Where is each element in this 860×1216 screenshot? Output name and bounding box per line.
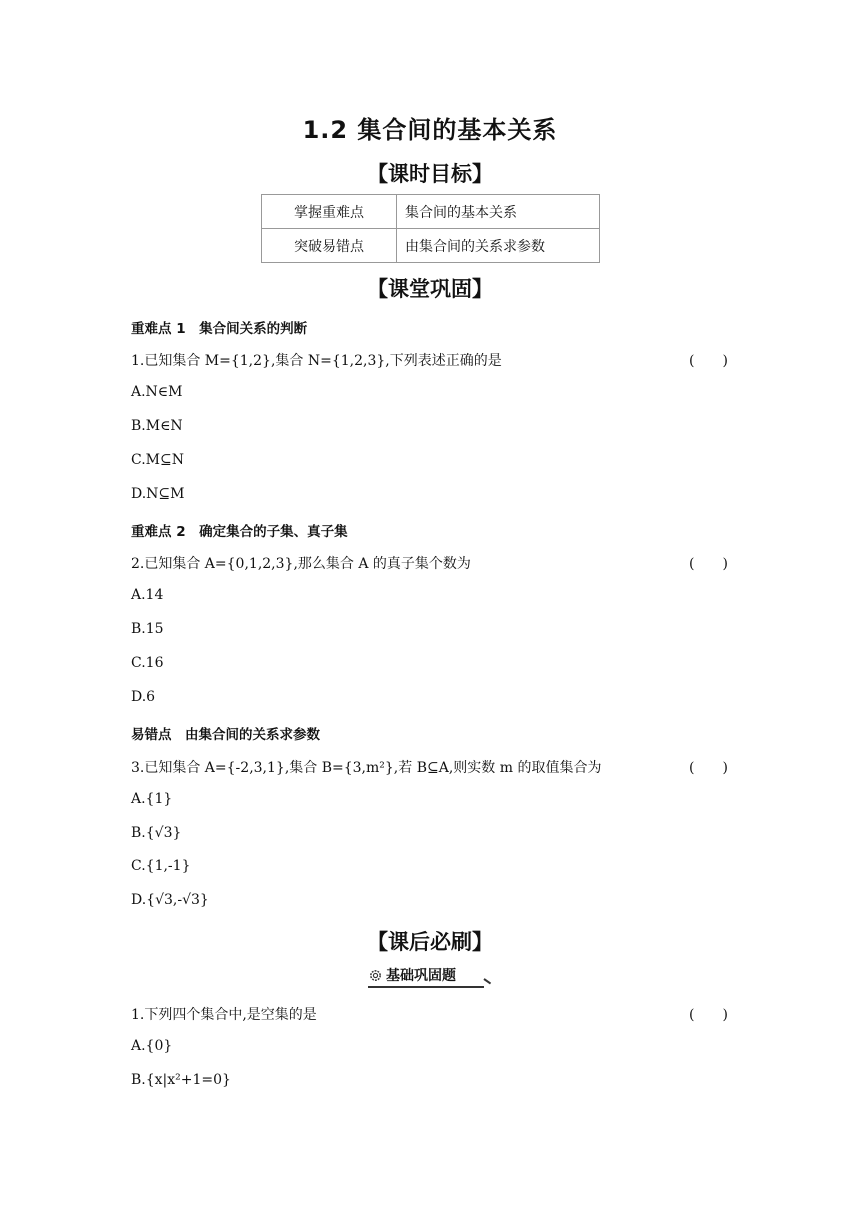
gear-icon bbox=[368, 968, 383, 983]
option-a: A.{0} bbox=[131, 1038, 173, 1054]
badge-tick bbox=[483, 978, 491, 984]
subheading-key-point-2: 重难点 2 确定集合的子集、真子集 bbox=[131, 524, 348, 540]
option-d: D.N⊆M bbox=[131, 486, 185, 502]
table-row bbox=[262, 195, 600, 229]
subheading-error-point: 易错点 由集合间的关系求参数 bbox=[131, 727, 320, 743]
goals-value: 集合间的基本关系 bbox=[397, 195, 600, 229]
answer-blank: ( ) bbox=[689, 760, 728, 776]
section-goals-heading: 【课时目标】 bbox=[367, 162, 493, 186]
answer-blank: ( ) bbox=[689, 1007, 728, 1023]
option-d: D.6 bbox=[131, 689, 156, 705]
table-row bbox=[262, 229, 600, 263]
question-1-stem: 1.已知集合 M={1,2},集合 N={1,2,3},下列表述正确的是 bbox=[131, 353, 502, 369]
goals-value: 由集合间的关系求参数 bbox=[397, 229, 600, 263]
option-b: B.{√3} bbox=[131, 825, 182, 841]
badge-underline bbox=[368, 986, 484, 988]
option-c: C.16 bbox=[131, 655, 164, 671]
section-after-class-heading: 【课后必刷】 bbox=[367, 930, 493, 954]
option-b: B.{x|x²+1=0} bbox=[131, 1072, 231, 1088]
goals-label: 掌握重难点 bbox=[262, 195, 397, 229]
option-d: D.{√3,-√3} bbox=[131, 892, 209, 908]
basic-consolidation-badge bbox=[368, 964, 492, 988]
badge-label: 基础巩固题 bbox=[386, 968, 456, 984]
page-title: 1.2 集合间的基本关系 bbox=[302, 116, 558, 144]
question-2-stem: 2.已知集合 A={0,1,2,3},那么集合 A 的真子集个数为 bbox=[131, 556, 471, 572]
answer-blank: ( ) bbox=[689, 353, 728, 369]
goals-label: 突破易错点 bbox=[262, 229, 397, 263]
option-a: A.{1} bbox=[131, 791, 173, 807]
answer-blank: ( ) bbox=[689, 556, 728, 572]
option-a: A.14 bbox=[131, 587, 164, 603]
option-c: C.M⊆N bbox=[131, 452, 184, 468]
subheading-key-point-1: 重难点 1 集合间关系的判断 bbox=[131, 321, 308, 337]
practice-1-stem: 1.下列四个集合中,是空集的是 bbox=[131, 1007, 317, 1023]
option-a: A.N∈M bbox=[131, 384, 183, 400]
option-c: C.{1,-1} bbox=[131, 858, 191, 874]
goals-table bbox=[261, 194, 600, 263]
option-b: B.M∈N bbox=[131, 418, 183, 434]
question-3-stem: 3.已知集合 A={-2,3,1},集合 B={3,m²},若 B⊆A,则实数 m 的取值集合为 bbox=[131, 760, 602, 776]
section-classroom-heading: 【课堂巩固】 bbox=[367, 277, 493, 301]
option-b: B.15 bbox=[131, 621, 164, 637]
